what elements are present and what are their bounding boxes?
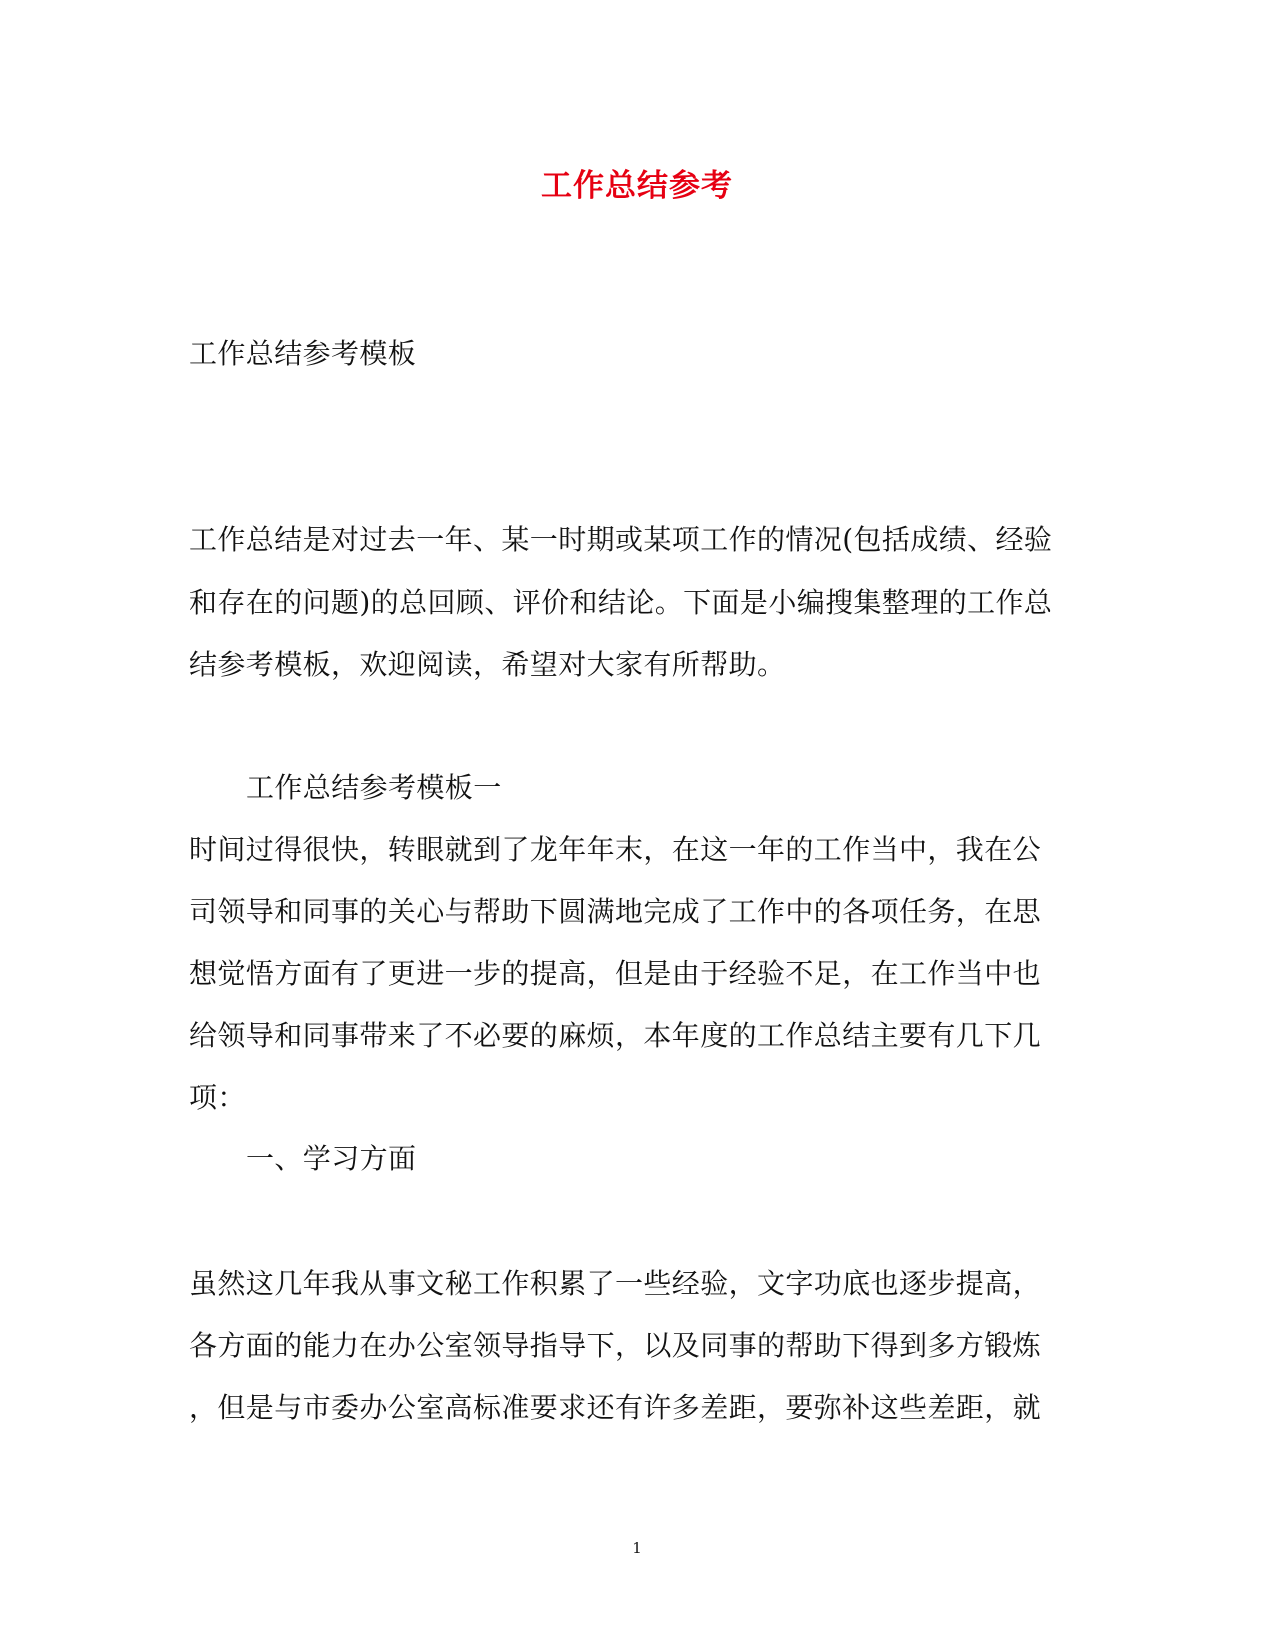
body-line-3: 想觉悟方面有了更进一步的提高，但是由于经验不足，在工作当中也 xyxy=(189,957,1042,990)
intro-line-3: 结参考模板，欢迎阅读，希望对大家有所帮助。 xyxy=(189,648,786,681)
body-line-2: 司领导和同事的关心与帮助下圆满地完成了工作中的各项任务，在思 xyxy=(189,895,1042,928)
section-heading: 工作总结参考模板一 xyxy=(246,771,502,804)
page-number: 1 xyxy=(632,1539,642,1557)
body-line-5: 项： xyxy=(189,1081,246,1114)
intro-line-2: 和存在的问题)的总回顾、评价和结论。下面是小编搜集整理的工作总 xyxy=(189,586,1053,619)
intro-line-1: 工作总结是对过去一年、某一时期或某项工作的情况(包括成绩、经验 xyxy=(189,523,1053,556)
study-line-1: 虽然这几年我从事文秘工作积累了一些经验，文字功底也逐步提高， xyxy=(189,1267,1042,1300)
document-title: 工作总结参考 xyxy=(541,168,733,204)
study-line-2: 各方面的能力在办公室领导指导下，以及同事的帮助下得到多方锻炼 xyxy=(189,1329,1042,1362)
study-line-3: ，但是与市委办公室高标准要求还有许多差距，要弥补这些差距，就 xyxy=(189,1391,1042,1424)
document-subtitle: 工作总结参考模板 xyxy=(189,337,417,370)
body-line-4: 给领导和同事带来了不必要的麻烦，本年度的工作总结主要有几下几 xyxy=(189,1019,1042,1052)
body-line-1: 时间过得很快，转眼就到了龙年年末，在这一年的工作当中，我在公 xyxy=(189,833,1042,866)
subheading-study: 一、学习方面 xyxy=(246,1142,417,1175)
